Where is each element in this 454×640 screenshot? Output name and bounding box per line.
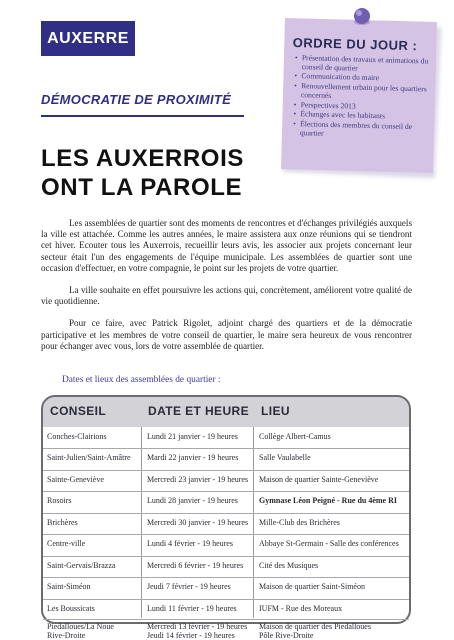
- cell-conseil: Centre-ville: [47, 539, 86, 548]
- cell-lieu: Mille-Club des Brichères: [259, 518, 340, 527]
- agenda-title: ORDRE DU JOUR :: [292, 35, 418, 54]
- cell-lieu: Pôle Rive-Droite: [259, 631, 314, 640]
- pushpin-icon: [349, 6, 375, 28]
- cell-lieu: Salle Vaulabelle: [259, 453, 311, 462]
- agenda-item: • Échanges avec les habitants: [293, 110, 428, 122]
- dates-title: Dates et lieux des assemblées de quartier :: [62, 375, 221, 385]
- agenda-item: • Perspectives 2013: [294, 101, 429, 113]
- cell-conseil: Les Boussicats: [47, 604, 95, 613]
- cell-lieu: Maison de quartier Sainte-Geneviève: [259, 475, 379, 484]
- cell-lieu: Collège Albert-Camus: [259, 432, 331, 441]
- cell-date: Jeudi 7 février - 19 heures: [147, 582, 231, 591]
- cell-date: Lundi 28 janvier - 19 heures: [147, 496, 238, 505]
- article-body: [41, 218, 412, 363]
- paragraph: Pour ce faire, avec Patrick Rigolet, adjoint chargé des quartiers et de la démocratie participative et les membres de votre conseil de quartier, le maire sera heureux de vous rencontrer pour échanger avec vous, lors de votre assemblée de quartier.: [41, 318, 412, 351]
- cell-conseil: Conches-Clairions: [47, 432, 107, 441]
- headline-line-1: LES AUXERROIS: [41, 145, 244, 172]
- headline: [41, 144, 244, 202]
- cell-date: Mercredi 6 février - 19 heures: [147, 561, 244, 570]
- cell-date: Mercredi 13 février - 19 heures: [147, 622, 248, 631]
- cell-date: Mercredi 23 janvier - 19 heures: [147, 475, 249, 484]
- cell-conseil: Sainte-Geneviève: [47, 475, 104, 484]
- cell-date: Mercredi 30 janvier - 19 heures: [147, 518, 249, 527]
- table-frame: [41, 395, 411, 624]
- column-header-conseil: CONSEIL: [50, 404, 107, 418]
- cell-conseil: Rive-Droite: [47, 631, 86, 640]
- cell-conseil: Rosoirs: [47, 496, 72, 505]
- cell-conseil: Saint-Julien/Saint-Amâtre: [47, 453, 131, 462]
- section-underline: [41, 115, 244, 117]
- cell-conseil: Piedalloues/La Noue: [47, 622, 114, 631]
- agenda-item: • Élections des membres du conseil de quartier: [293, 120, 428, 141]
- row-divider: [43, 619, 409, 620]
- cell-conseil: Saint-Gervais/Brazza: [47, 561, 116, 570]
- cell-conseil: Brichères: [47, 518, 78, 527]
- cell-date: Lundi 21 janvier - 19 heures: [147, 432, 238, 441]
- cell-lieu: Maison de quartier Saint-Siméon: [259, 582, 365, 591]
- cell-lieu: Cité des Musiques: [259, 561, 319, 570]
- table-overflow: [43, 620, 409, 640]
- cell-lieu: Maison de quartier des Piedalloues: [259, 622, 371, 631]
- cell-date: Lundi 4 février - 19 heures: [147, 539, 233, 548]
- agenda-item: • Communication du maire: [294, 72, 429, 84]
- cell-lieu: IUFM - Rue des Moreaux: [259, 604, 343, 613]
- cell-lieu: Abbaye St-Germain - Salle des conférences: [259, 539, 399, 548]
- cell-conseil: Saint-Siméon: [47, 582, 91, 591]
- agenda-item: • Présentation des travaux et animations du conseil de quartier: [295, 54, 430, 75]
- agenda-list: [293, 54, 430, 142]
- column-header-lieu: LIEU: [261, 404, 290, 418]
- cell-date: Mardi 22 janvier - 19 heures: [147, 453, 239, 462]
- brand-logo: AUXERRE: [41, 21, 135, 56]
- paragraph: La ville souhaite en effet poursuivre les actions qui, concrètement, améliorent votre qualité de vie quotidienne.: [41, 285, 412, 307]
- section-title: DÉMOCRATIE DE PROXIMITÉ: [41, 92, 232, 107]
- cell-lieu: Gymnase Léon Peigné - Rue du 4ème RI: [259, 496, 397, 505]
- agenda-item: • Renouvellement urbain pour les quartiers concernés: [294, 82, 429, 103]
- paragraph: Les assemblées de quartier sont des moments de rencontres et d'échanges privilégiés auxquels la ville est attachée. Comme les autres années, le maire assistera aux onze réunions qui se tiendront cet hiver. Ecouter tous les Auxerrois, recueillir leurs avis, les associer aux projets concernant leur secteur était l'un des engagements de l'équipe municipale. Les assemblées de quartier sont une occasion d'effectuer, en votre compagnie, le point sur les projets de votre quartier.: [41, 218, 412, 273]
- headline-line-2: ONT LA PAROLE: [41, 174, 243, 201]
- cell-date: Jeudi 14 février - 19 heures: [147, 631, 235, 640]
- column-header-date: DATE ET HEURE: [148, 404, 249, 418]
- cell-date: Lundi 11 février - 19 heures: [147, 604, 237, 613]
